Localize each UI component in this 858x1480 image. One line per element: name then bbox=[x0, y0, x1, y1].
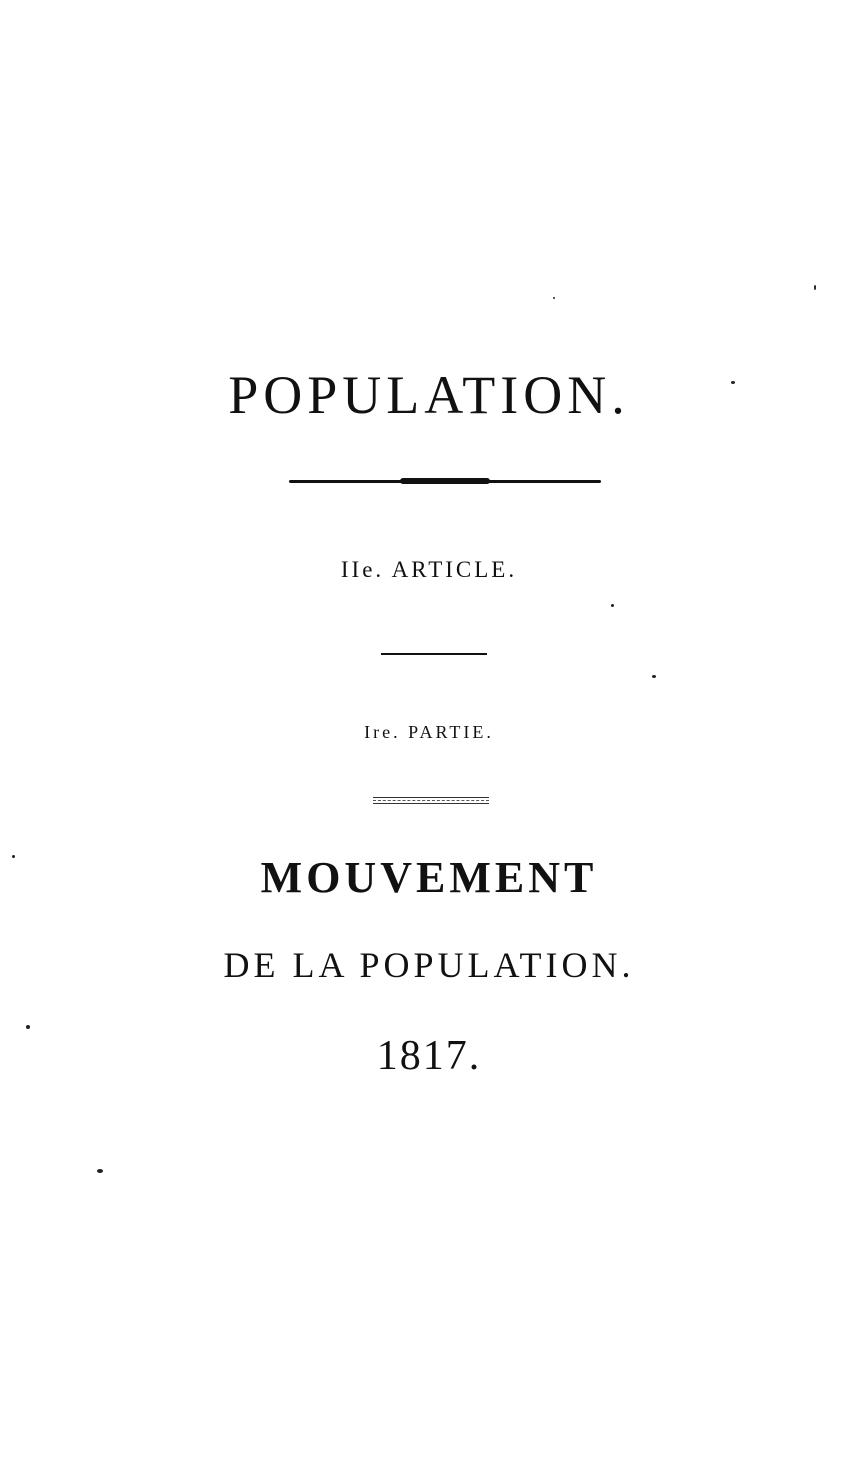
section-heading: MOUVEMENT bbox=[260, 853, 598, 902]
page-title: POPULATION. bbox=[228, 365, 630, 425]
print-speck bbox=[731, 381, 735, 384]
article-rule bbox=[381, 653, 487, 655]
print-speck bbox=[553, 297, 555, 299]
title-rule-swell bbox=[400, 478, 490, 484]
print-speck bbox=[652, 675, 656, 678]
print-speck bbox=[97, 1169, 103, 1173]
partie-label: Ire. PARTIE. bbox=[364, 722, 494, 742]
article-label: IIe. ARTICLE. bbox=[340, 557, 518, 582]
year-label: 1817. bbox=[376, 1033, 482, 1079]
print-speck bbox=[12, 855, 15, 858]
section-double-rule bbox=[373, 797, 489, 804]
section-subheading: DE LA POPULATION. bbox=[223, 945, 635, 985]
print-speck bbox=[26, 1025, 30, 1029]
print-speck bbox=[814, 285, 816, 290]
print-speck bbox=[611, 604, 614, 607]
